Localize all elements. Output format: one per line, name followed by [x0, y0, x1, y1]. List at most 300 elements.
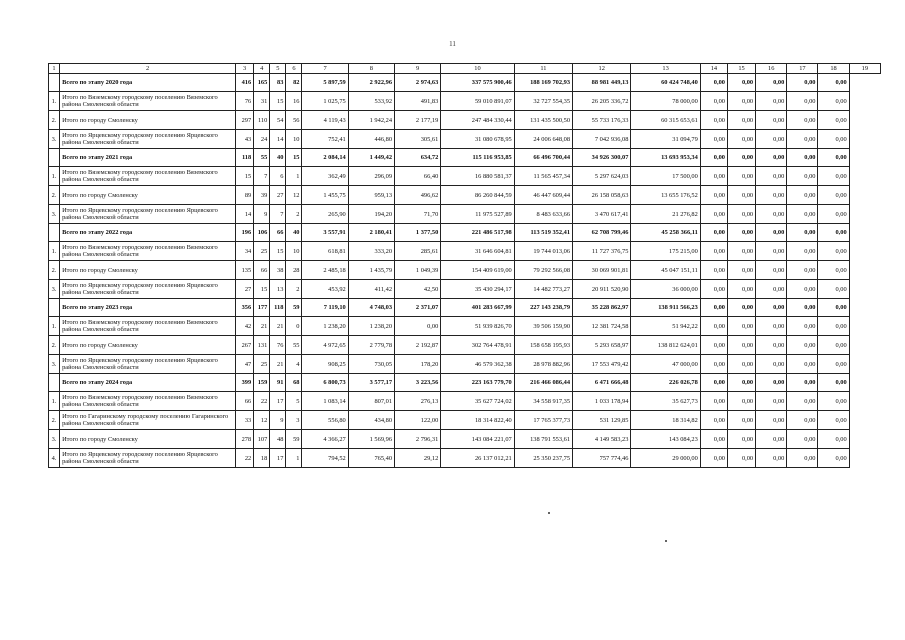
value-cell: 3 557,91: [302, 224, 348, 242]
value-cell: 47: [236, 355, 254, 374]
value-cell: 0,00: [700, 299, 727, 317]
value-cell: 22: [254, 392, 270, 411]
value-cell: 0,00: [818, 167, 849, 186]
row-name-cell: Итого по городу Смоленску: [60, 111, 236, 130]
value-cell: 12 381 724,58: [573, 317, 631, 336]
row-number-cell: [49, 149, 60, 167]
value-cell: 0,00: [756, 430, 787, 449]
value-cell: 0,00: [818, 430, 849, 449]
column-number-cell: 11: [514, 64, 572, 74]
value-cell: 1 377,50: [395, 224, 441, 242]
value-cell: 2: [286, 280, 302, 299]
value-cell: 178,20: [395, 355, 441, 374]
value-cell: 7 119,10: [302, 299, 348, 317]
column-number-cell: 7: [302, 64, 348, 74]
value-cell: 20 911 520,90: [573, 280, 631, 299]
value-cell: 0,00: [756, 261, 787, 280]
value-cell: 5 897,59: [302, 74, 348, 92]
value-cell: 4: [286, 355, 302, 374]
value-cell: 15: [254, 280, 270, 299]
value-cell: 26 158 058,63: [573, 186, 631, 205]
value-cell: 1 942,24: [348, 111, 394, 130]
municipality-row: [49, 186, 881, 205]
row-name-cell: Итого по Вяземскому городскому поселению Вяземского района Смоленской области: [60, 392, 236, 411]
value-cell: 43: [236, 130, 254, 149]
municipality-row: [49, 205, 881, 224]
row-number-cell: [49, 74, 60, 92]
value-cell: 0,00: [756, 74, 787, 92]
value-cell: 2 974,63: [395, 74, 441, 92]
value-cell: 55: [286, 336, 302, 355]
row-number-cell: [49, 224, 60, 242]
value-cell: 12: [286, 186, 302, 205]
value-cell: 15: [270, 92, 286, 111]
row-name-cell: Итого по Вяземскому городскому поселению Вяземского района Смоленской области: [60, 92, 236, 111]
value-cell: 752,41: [302, 130, 348, 149]
municipality-row: [49, 167, 881, 186]
value-cell: 0,00: [756, 280, 787, 299]
row-number-cell: 3.: [49, 430, 60, 449]
value-cell: 0,00: [818, 261, 849, 280]
row-name-cell: Итого по городу Смоленску: [60, 430, 236, 449]
value-cell: 21: [270, 317, 286, 336]
value-cell: 2 485,18: [302, 261, 348, 280]
value-cell: 14: [236, 205, 254, 224]
value-cell: 411,42: [348, 280, 394, 299]
value-cell: 47 000,00: [631, 355, 700, 374]
value-cell: 0,00: [727, 355, 755, 374]
value-cell: 4 119,43: [302, 111, 348, 130]
value-cell: 0,00: [787, 317, 818, 336]
scan-speck: [548, 512, 550, 514]
value-cell: 18: [254, 449, 270, 468]
value-cell: 0,00: [818, 92, 849, 111]
value-cell: 0,00: [700, 111, 727, 130]
value-cell: 0,00: [787, 355, 818, 374]
value-cell: 0,00: [818, 449, 849, 468]
value-cell: 0,00: [818, 130, 849, 149]
value-cell: 5 293 658,97: [573, 336, 631, 355]
value-cell: 13 655 176,52: [631, 186, 700, 205]
value-cell: 0,00: [818, 111, 849, 130]
row-number-cell: 2.: [49, 336, 60, 355]
value-cell: 296,09: [348, 167, 394, 186]
value-cell: 0,00: [756, 167, 787, 186]
value-cell: 154 409 619,00: [441, 261, 514, 280]
value-cell: 0,00: [727, 336, 755, 355]
value-cell: 453,92: [302, 280, 348, 299]
value-cell: 21: [270, 355, 286, 374]
value-cell: 0,00: [756, 392, 787, 411]
value-cell: 0,00: [787, 261, 818, 280]
value-cell: 765,40: [348, 449, 394, 468]
value-cell: 4 748,03: [348, 299, 394, 317]
value-cell: 25: [254, 355, 270, 374]
column-number-cell: 16: [756, 64, 787, 74]
value-cell: 267: [236, 336, 254, 355]
value-cell: 2: [286, 205, 302, 224]
value-cell: 138 812 624,01: [631, 336, 700, 355]
value-cell: 618,81: [302, 242, 348, 261]
value-cell: 0,00: [700, 355, 727, 374]
value-cell: 0,00: [727, 111, 755, 130]
value-cell: 0,00: [818, 374, 849, 392]
municipality-row: [49, 449, 881, 468]
value-cell: 0,00: [700, 430, 727, 449]
column-number-cell: 2: [60, 64, 236, 74]
value-cell: 36 000,00: [631, 280, 700, 299]
column-number-cell: 14: [700, 64, 727, 74]
value-cell: 131: [254, 336, 270, 355]
value-cell: 39: [254, 186, 270, 205]
value-cell: 0,00: [727, 224, 755, 242]
value-cell: 0,00: [727, 130, 755, 149]
value-cell: 2 177,19: [395, 111, 441, 130]
row-name-cell: Итого по Вяземскому городскому поселению Вяземского района Смоленской области: [60, 167, 236, 186]
column-number-cell: 1: [49, 64, 60, 74]
value-cell: 0,00: [787, 299, 818, 317]
value-cell: 0,00: [727, 449, 755, 468]
value-cell: 66: [236, 392, 254, 411]
stage-total-row: [49, 299, 881, 317]
value-cell: 13: [270, 280, 286, 299]
value-cell: 6 800,73: [302, 374, 348, 392]
value-cell: 33: [236, 411, 254, 430]
header-row: [49, 64, 881, 74]
value-cell: 31 094,79: [631, 130, 700, 149]
value-cell: 66: [270, 224, 286, 242]
value-cell: 29 000,00: [631, 449, 700, 468]
row-name-cell: Итого по Ярцевскому городскому поселению Ярцевского района Смоленской области: [60, 449, 236, 468]
value-cell: 71,70: [395, 205, 441, 224]
value-cell: 31 646 604,81: [441, 242, 514, 261]
value-cell: 399: [236, 374, 254, 392]
value-cell: 78 000,00: [631, 92, 700, 111]
value-cell: 1 238,20: [302, 317, 348, 336]
value-cell: 3 470 617,41: [573, 205, 631, 224]
row-number-cell: [49, 374, 60, 392]
value-cell: 138 791 553,61: [514, 430, 572, 449]
value-cell: 0,00: [756, 411, 787, 430]
value-cell: 0,00: [700, 186, 727, 205]
value-cell: 40: [270, 149, 286, 167]
municipality-row: [49, 242, 881, 261]
value-cell: 79 292 566,08: [514, 261, 572, 280]
value-cell: 223 163 779,70: [441, 374, 514, 392]
value-cell: 0,00: [756, 242, 787, 261]
row-number-cell: 2.: [49, 111, 60, 130]
value-cell: 0,00: [787, 336, 818, 355]
value-cell: 0,00: [787, 430, 818, 449]
row-name-cell: Итого по Ярцевскому городскому поселению Ярцевского района Смоленской области: [60, 205, 236, 224]
municipality-row: [49, 392, 881, 411]
value-cell: 0,00: [787, 92, 818, 111]
value-cell: 107: [254, 430, 270, 449]
value-cell: 35 627 724,02: [441, 392, 514, 411]
value-cell: 0,00: [818, 336, 849, 355]
value-cell: 17: [270, 449, 286, 468]
value-cell: 730,05: [348, 355, 394, 374]
value-cell: 337 575 900,46: [441, 74, 514, 92]
value-cell: 135: [236, 261, 254, 280]
value-cell: 416: [236, 74, 254, 92]
value-cell: 0,00: [756, 336, 787, 355]
value-cell: 0,00: [756, 92, 787, 111]
value-cell: 0,00: [727, 149, 755, 167]
value-cell: 0,00: [700, 92, 727, 111]
row-number-cell: 1.: [49, 92, 60, 111]
value-cell: 491,83: [395, 92, 441, 111]
value-cell: 106: [254, 224, 270, 242]
value-cell: 757 774,46: [573, 449, 631, 468]
page-number: 11: [449, 40, 456, 48]
value-cell: 159: [254, 374, 270, 392]
value-cell: 10: [286, 242, 302, 261]
value-cell: 0,00: [727, 186, 755, 205]
value-cell: 0,00: [787, 242, 818, 261]
value-cell: 0,00: [700, 280, 727, 299]
row-number-cell: 1.: [49, 242, 60, 261]
value-cell: 35 627,73: [631, 392, 700, 411]
value-cell: 0,00: [787, 205, 818, 224]
municipality-row: [49, 261, 881, 280]
value-cell: 0,00: [818, 280, 849, 299]
column-number-cell: 19: [849, 64, 880, 74]
row-number-cell: 1.: [49, 167, 60, 186]
value-cell: 0,00: [818, 299, 849, 317]
value-cell: 9: [254, 205, 270, 224]
value-cell: 15: [270, 242, 286, 261]
value-cell: 0,00: [700, 392, 727, 411]
value-cell: 0,00: [727, 261, 755, 280]
value-cell: 0,00: [756, 111, 787, 130]
value-cell: 0,00: [700, 130, 727, 149]
value-cell: 59: [286, 430, 302, 449]
value-cell: 0,00: [700, 317, 727, 336]
row-number-cell: 3.: [49, 130, 60, 149]
value-cell: 59: [286, 299, 302, 317]
column-number-cell: 18: [818, 64, 849, 74]
value-cell: 7 042 936,08: [573, 130, 631, 149]
value-cell: 0,00: [727, 411, 755, 430]
value-cell: 226 026,78: [631, 374, 700, 392]
value-cell: 2 192,87: [395, 336, 441, 355]
value-cell: 46 447 609,44: [514, 186, 572, 205]
municipality-row: [49, 280, 881, 299]
value-cell: 118: [270, 299, 286, 317]
value-cell: 34 926 300,07: [573, 149, 631, 167]
value-cell: 959,13: [348, 186, 394, 205]
value-cell: 0,00: [787, 374, 818, 392]
value-cell: 0,00: [818, 205, 849, 224]
value-cell: 6 471 666,48: [573, 374, 631, 392]
value-cell: 39 506 159,90: [514, 317, 572, 336]
value-cell: 0,00: [787, 111, 818, 130]
value-cell: 38: [270, 261, 286, 280]
value-cell: 25 350 237,75: [514, 449, 572, 468]
value-cell: 0,00: [787, 280, 818, 299]
value-cell: 0,00: [818, 392, 849, 411]
value-cell: 8 483 633,66: [514, 205, 572, 224]
value-cell: 59 010 891,07: [441, 92, 514, 111]
value-cell: 2 180,41: [348, 224, 394, 242]
value-cell: 0,00: [756, 317, 787, 336]
value-cell: 4 149 583,23: [573, 430, 631, 449]
value-cell: 62 708 799,46: [573, 224, 631, 242]
value-cell: 76: [270, 336, 286, 355]
value-cell: 0,00: [787, 186, 818, 205]
value-cell: 0,00: [727, 74, 755, 92]
value-cell: 5 297 624,03: [573, 167, 631, 186]
row-number-cell: 1.: [49, 317, 60, 336]
value-cell: 0,00: [727, 317, 755, 336]
value-cell: 3: [286, 411, 302, 430]
value-cell: 0,00: [700, 205, 727, 224]
value-cell: 15: [236, 167, 254, 186]
value-cell: 31 080 678,95: [441, 130, 514, 149]
value-cell: 1: [286, 449, 302, 468]
value-cell: 1 033 178,94: [573, 392, 631, 411]
value-cell: 0,00: [756, 299, 787, 317]
value-cell: 0,00: [700, 449, 727, 468]
value-cell: 22: [236, 449, 254, 468]
value-cell: 196: [236, 224, 254, 242]
value-cell: 6: [270, 167, 286, 186]
row-name-cell: Итого по Вяземскому городскому поселению Вяземского района Смоленской области: [60, 317, 236, 336]
value-cell: 26 137 012,21: [441, 449, 514, 468]
value-cell: 247 484 330,44: [441, 111, 514, 130]
value-cell: 0,00: [700, 149, 727, 167]
value-cell: 1 049,39: [395, 261, 441, 280]
value-cell: 27: [270, 186, 286, 205]
value-cell: 0,00: [727, 92, 755, 111]
value-cell: 1 083,14: [302, 392, 348, 411]
value-cell: 1 025,75: [302, 92, 348, 111]
row-number-cell: 3.: [49, 355, 60, 374]
value-cell: 265,90: [302, 205, 348, 224]
row-name-cell: Итого по городу Смоленску: [60, 186, 236, 205]
column-number-cell: 10: [441, 64, 514, 74]
value-cell: 794,52: [302, 449, 348, 468]
row-number-cell: 3.: [49, 280, 60, 299]
value-cell: 0,00: [756, 374, 787, 392]
value-cell: 401 283 667,99: [441, 299, 514, 317]
row-name-cell: Всего по этапу 2023 года: [60, 299, 236, 317]
value-cell: 29,12: [395, 449, 441, 468]
value-cell: 5: [286, 392, 302, 411]
value-cell: 54: [270, 111, 286, 130]
row-number-cell: 1.: [49, 392, 60, 411]
value-cell: 0,00: [700, 224, 727, 242]
value-cell: 227 143 238,79: [514, 299, 572, 317]
value-cell: 556,80: [302, 411, 348, 430]
value-cell: 0,00: [787, 224, 818, 242]
value-cell: 533,92: [348, 92, 394, 111]
column-number-cell: 17: [787, 64, 818, 74]
value-cell: 28 978 882,96: [514, 355, 572, 374]
value-cell: 305,61: [395, 130, 441, 149]
column-number-cell: 6: [286, 64, 302, 74]
value-cell: 82: [286, 74, 302, 92]
value-cell: 30 069 901,81: [573, 261, 631, 280]
row-name-cell: Всего по этапу 2021 года: [60, 149, 236, 167]
value-cell: 165: [254, 74, 270, 92]
row-name-cell: Итого по Ярцевскому городскому поселению Ярцевского района Смоленской области: [60, 280, 236, 299]
value-cell: 11 727 376,75: [573, 242, 631, 261]
value-cell: 122,00: [395, 411, 441, 430]
value-cell: 0,00: [727, 374, 755, 392]
value-cell: 86 260 844,59: [441, 186, 514, 205]
value-cell: 0,00: [787, 167, 818, 186]
value-cell: 45 258 366,11: [631, 224, 700, 242]
value-cell: 0,00: [700, 261, 727, 280]
row-name-cell: Всего по этапу 2020 года: [60, 74, 236, 92]
value-cell: 0,00: [787, 149, 818, 167]
value-cell: 221 486 517,98: [441, 224, 514, 242]
value-cell: 0,00: [700, 336, 727, 355]
value-cell: 446,80: [348, 130, 394, 149]
stage-total-row: [49, 224, 881, 242]
value-cell: 807,01: [348, 392, 394, 411]
value-cell: 0,00: [727, 167, 755, 186]
value-cell: 24 006 648,08: [514, 130, 572, 149]
value-cell: 15: [286, 149, 302, 167]
value-cell: 17: [270, 392, 286, 411]
value-cell: 40: [286, 224, 302, 242]
value-cell: 2 922,96: [348, 74, 394, 92]
value-cell: 60 424 748,40: [631, 74, 700, 92]
value-cell: 0,00: [818, 149, 849, 167]
value-cell: 4 366,27: [302, 430, 348, 449]
municipality-row: [49, 355, 881, 374]
row-number-cell: 4.: [49, 449, 60, 468]
report-table: [48, 63, 881, 468]
value-cell: 26 205 336,72: [573, 92, 631, 111]
value-cell: 356: [236, 299, 254, 317]
value-cell: 2 371,07: [395, 299, 441, 317]
value-cell: 0,00: [727, 430, 755, 449]
value-cell: 297: [236, 111, 254, 130]
value-cell: 0,00: [727, 392, 755, 411]
value-cell: 14: [270, 130, 286, 149]
value-cell: 175 215,00: [631, 242, 700, 261]
value-cell: 0,00: [756, 130, 787, 149]
value-cell: 3 577,17: [348, 374, 394, 392]
value-cell: 2 796,31: [395, 430, 441, 449]
value-cell: 1 569,96: [348, 430, 394, 449]
column-number-cell: 3: [236, 64, 254, 74]
value-cell: 0,00: [818, 242, 849, 261]
value-cell: 66 496 700,44: [514, 149, 572, 167]
row-name-cell: Итого по Ярцевскому городскому поселению Ярцевского района Смоленской области: [60, 355, 236, 374]
value-cell: 177: [254, 299, 270, 317]
value-cell: 188 169 702,93: [514, 74, 572, 92]
stage-total-row: [49, 74, 881, 92]
municipality-row: [49, 130, 881, 149]
row-number-cell: 2.: [49, 411, 60, 430]
value-cell: 68: [286, 374, 302, 392]
row-name-cell: Итого по городу Смоленску: [60, 336, 236, 355]
value-cell: 362,49: [302, 167, 348, 186]
stage-total-row: [49, 374, 881, 392]
value-cell: 0,00: [818, 186, 849, 205]
value-cell: 276,13: [395, 392, 441, 411]
value-cell: 21: [254, 317, 270, 336]
value-cell: 0,00: [756, 224, 787, 242]
value-cell: 0,00: [818, 224, 849, 242]
value-cell: 0,00: [787, 130, 818, 149]
value-cell: 0: [286, 317, 302, 336]
